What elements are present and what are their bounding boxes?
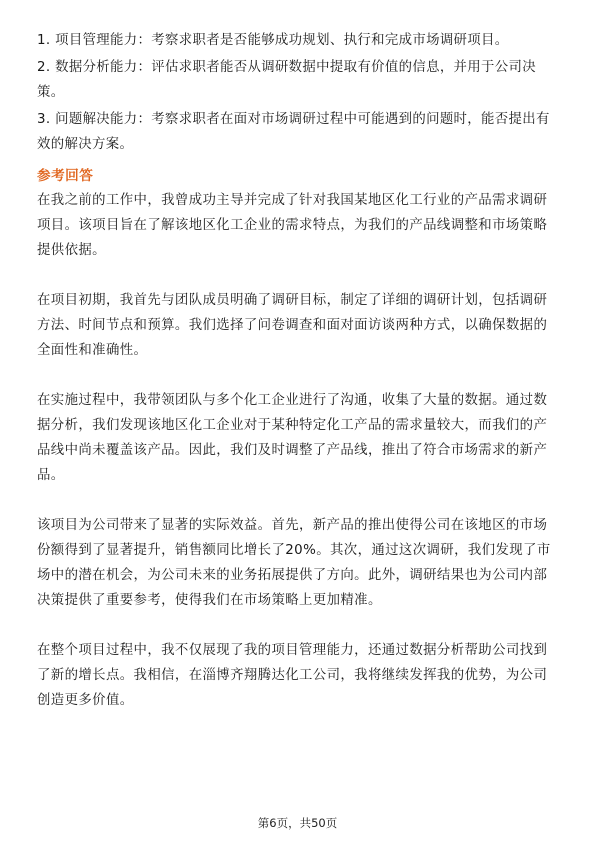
criterion-problem-solving: 3. 问题解决能力：考察求职者在面对市场调研过程中可能遇到的问题时，能否提出有效的解决方案。 [37, 112, 550, 152]
answer-heading: 参考回答 [37, 168, 94, 184]
answer-body [37, 188, 560, 713]
answer-paragraph: 在整个项目过程中，我不仅展现了我的项目管理能力，还通过数据分析帮助公司找到了新的增长点。我相信，在淄博齐翔腾达化工公司，我将继续发挥我的优势，为公司创造更多价值。 [37, 643, 548, 708]
page-number: 第6页，共50页 [257, 816, 338, 830]
criterion-project-management: 1. 项目管理能力：考察求职者是否能够成功规划、执行和完成市场调研项目。 [37, 33, 509, 48]
criterion-data-analysis: 2. 数据分析能力：评估求职者能否从调研数据中提取有价值的信息，并用于公司决策。 [37, 60, 537, 100]
answer-paragraph: 在我之前的工作中，我曾成功主导并完成了针对我国某地区化工行业的产品需求调研项目。该项目旨在了解该地区化工企业的需求特点，为我们的产品线调整和市场策略提供依据。 [37, 193, 548, 258]
answer-paragraph: 在项目初期，我首先与团队成员明确了调研目标，制定了详细的调研计划，包括调研方法、时间节点和预算。我们选择了问卷调查和面对面访谈两种方式，以确保数据的全面性和准确性。 [37, 293, 548, 358]
answer-paragraph: 在实施过程中，我带领团队与多个化工企业进行了沟通，收集了大量的数据。通过数据分析，我们发现该地区化工企业对于某种特定化工产品的需求量较大，而我们的产品线中尚未覆盖该产品。因此，我们及时调整了产品线，推出了符合市场需求的新产品。 [37, 393, 548, 483]
criteria-list [37, 28, 560, 157]
document-page [37, 28, 560, 713]
answer-paragraph: 该项目为公司带来了显著的实际效益。首先，新产品的推出使得公司在该地区的市场份额得到了显著提升，销售额同比增长了20%。其次，通过这次调研，我们发现了市场中的潜在机会，为公司未来的业务拓展提供了方向。此外，调研结果也为公司内部决策提供了重要参考，使得我们在市场策略上更加精准。 [37, 518, 551, 608]
